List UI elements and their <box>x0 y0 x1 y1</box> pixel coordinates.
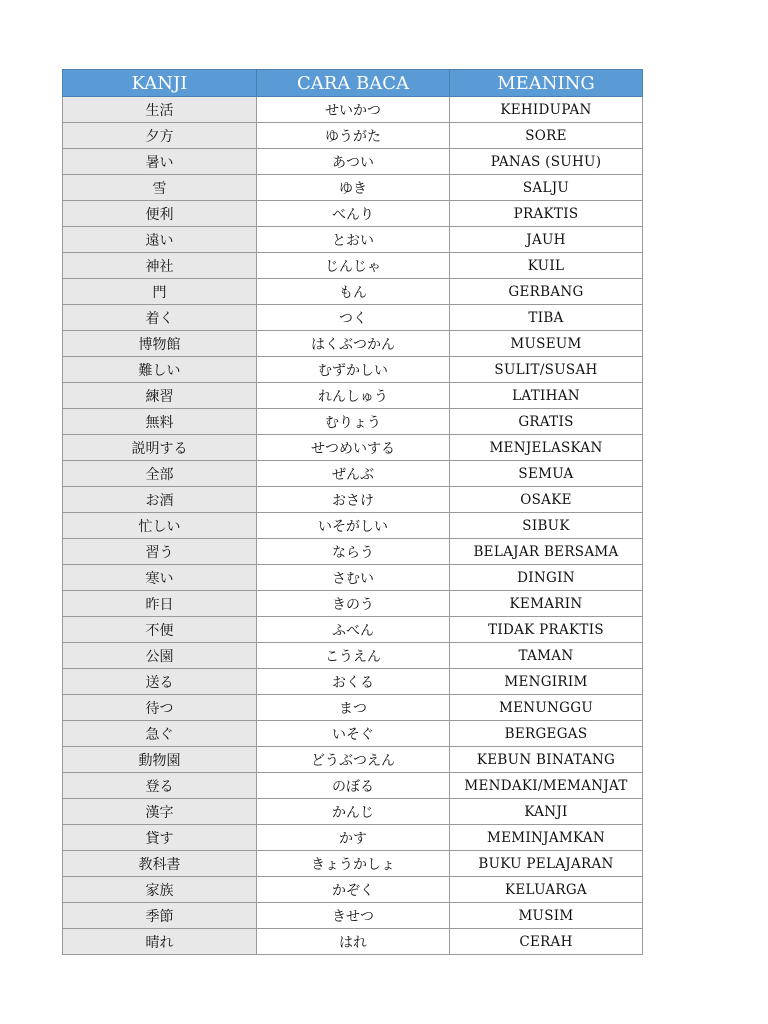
meaning-cell: KANJI <box>450 799 643 825</box>
kanji-cell: 夕方 <box>63 123 257 149</box>
meaning-cell: TAMAN <box>450 643 643 669</box>
table-row <box>63 123 643 149</box>
kanji-cell: 寒い <box>63 565 257 591</box>
meaning-cell: BERGEGAS <box>450 721 643 747</box>
kana-cell: れんしゅう <box>257 383 450 409</box>
kanji-cell: 忙しい <box>63 513 257 539</box>
kana-cell: ゆき <box>257 175 450 201</box>
table-row <box>63 565 643 591</box>
vocabulary-table <box>62 69 643 955</box>
kanji-cell: 登る <box>63 773 257 799</box>
meaning-cell: CERAH <box>450 929 643 955</box>
kanji-cell: 家族 <box>63 877 257 903</box>
table-row <box>63 617 643 643</box>
meaning-cell: TIBA <box>450 305 643 331</box>
kanji-cell: 不便 <box>63 617 257 643</box>
kana-cell: いそぐ <box>257 721 450 747</box>
kanji-cell: 便利 <box>63 201 257 227</box>
meaning-cell: BUKU PELAJARAN <box>450 851 643 877</box>
table-row <box>63 773 643 799</box>
meaning-cell: SIBUK <box>450 513 643 539</box>
table-header <box>63 70 643 97</box>
table-row <box>63 409 643 435</box>
kana-cell: かんじ <box>257 799 450 825</box>
kana-cell: のぼる <box>257 773 450 799</box>
kanji-cell: 練習 <box>63 383 257 409</box>
kana-cell: べんり <box>257 201 450 227</box>
kana-cell: あつい <box>257 149 450 175</box>
table-row <box>63 357 643 383</box>
meaning-cell: DINGIN <box>450 565 643 591</box>
kana-cell: つく <box>257 305 450 331</box>
kana-cell: きのう <box>257 591 450 617</box>
kanji-cell: 教科書 <box>63 851 257 877</box>
table-row <box>63 695 643 721</box>
table-row <box>63 175 643 201</box>
meaning-cell: MUSEUM <box>450 331 643 357</box>
kana-cell: さむい <box>257 565 450 591</box>
meaning-cell: PRAKTIS <box>450 201 643 227</box>
table-row <box>63 929 643 955</box>
table-row <box>63 253 643 279</box>
kanji-cell: 晴れ <box>63 929 257 955</box>
kana-cell: ゆうがた <box>257 123 450 149</box>
table-row <box>63 903 643 929</box>
kanji-cell: 難しい <box>63 357 257 383</box>
kanji-cell: 着く <box>63 305 257 331</box>
kana-cell: かぞく <box>257 877 450 903</box>
kana-cell: どうぶつえん <box>257 747 450 773</box>
kanji-cell: 公園 <box>63 643 257 669</box>
kanji-cell: 無料 <box>63 409 257 435</box>
table-row <box>63 799 643 825</box>
meaning-cell: GERBANG <box>450 279 643 305</box>
meaning-cell: GRATIS <box>450 409 643 435</box>
meaning-cell: TIDAK PRAKTIS <box>450 617 643 643</box>
kana-cell: ならう <box>257 539 450 565</box>
kanji-cell: 昨日 <box>63 591 257 617</box>
meaning-cell: KUIL <box>450 253 643 279</box>
kanji-cell: 博物館 <box>63 331 257 357</box>
meaning-cell: SEMUA <box>450 461 643 487</box>
kana-cell: むりょう <box>257 409 450 435</box>
meaning-cell: MEMINJAMKAN <box>450 825 643 851</box>
header-kanji: KANJI <box>63 70 257 97</box>
kanji-cell: 習う <box>63 539 257 565</box>
table-row <box>63 97 643 123</box>
meaning-cell: SALJU <box>450 175 643 201</box>
table-row <box>63 149 643 175</box>
table-row <box>63 201 643 227</box>
meaning-cell: KEHIDUPAN <box>450 97 643 123</box>
kana-cell: ぜんぶ <box>257 461 450 487</box>
kana-cell: せいかつ <box>257 97 450 123</box>
table-row <box>63 279 643 305</box>
kanji-cell: 季節 <box>63 903 257 929</box>
kanji-cell: 漢字 <box>63 799 257 825</box>
table-row <box>63 851 643 877</box>
table-row <box>63 487 643 513</box>
kana-cell: こうえん <box>257 643 450 669</box>
kana-cell: はれ <box>257 929 450 955</box>
kanji-cell: 動物園 <box>63 747 257 773</box>
table-row <box>63 513 643 539</box>
kanji-cell: 遠い <box>63 227 257 253</box>
meaning-cell: MENUNGGU <box>450 695 643 721</box>
meaning-cell: MENGIRIM <box>450 669 643 695</box>
kana-cell: もん <box>257 279 450 305</box>
table-row <box>63 227 643 253</box>
table-row <box>63 721 643 747</box>
kana-cell: おさけ <box>257 487 450 513</box>
kana-cell: はくぶつかん <box>257 331 450 357</box>
kanji-cell: 門 <box>63 279 257 305</box>
table-row <box>63 305 643 331</box>
table-row <box>63 435 643 461</box>
kanji-cell: 待つ <box>63 695 257 721</box>
kana-cell: とおい <box>257 227 450 253</box>
table-row <box>63 643 643 669</box>
table-row <box>63 591 643 617</box>
header-row <box>63 70 643 97</box>
kana-cell: いそがしい <box>257 513 450 539</box>
kana-cell: おくる <box>257 669 450 695</box>
meaning-cell: JAUH <box>450 227 643 253</box>
kana-cell: むずかしい <box>257 357 450 383</box>
kana-cell: きょうかしょ <box>257 851 450 877</box>
header-meaning: MEANING <box>450 70 643 97</box>
kana-cell: じんじゃ <box>257 253 450 279</box>
kanji-cell: 説明する <box>63 435 257 461</box>
kanji-cell: お酒 <box>63 487 257 513</box>
table-body <box>63 97 643 955</box>
table-row <box>63 331 643 357</box>
meaning-cell: KELUARGA <box>450 877 643 903</box>
meaning-cell: KEMARIN <box>450 591 643 617</box>
kana-cell: ふべん <box>257 617 450 643</box>
table-row <box>63 383 643 409</box>
table-row <box>63 877 643 903</box>
kana-cell: せつめいする <box>257 435 450 461</box>
kanji-cell: 神社 <box>63 253 257 279</box>
kanji-cell: 送る <box>63 669 257 695</box>
meaning-cell: KEBUN BINATANG <box>450 747 643 773</box>
table-row <box>63 669 643 695</box>
header-cara-baca: CARA BACA <box>257 70 450 97</box>
kanji-cell: 雪 <box>63 175 257 201</box>
meaning-cell: MUSIM <box>450 903 643 929</box>
kanji-cell: 暑い <box>63 149 257 175</box>
kana-cell: まつ <box>257 695 450 721</box>
meaning-cell: PANAS (SUHU) <box>450 149 643 175</box>
table-row <box>63 539 643 565</box>
kana-cell: きせつ <box>257 903 450 929</box>
kanji-cell: 貸す <box>63 825 257 851</box>
meaning-cell: SULIT/SUSAH <box>450 357 643 383</box>
table-row <box>63 461 643 487</box>
meaning-cell: BELAJAR BERSAMA <box>450 539 643 565</box>
meaning-cell: MENDAKI/MEMANJAT <box>450 773 643 799</box>
kanji-cell: 生活 <box>63 97 257 123</box>
meaning-cell: MENJELASKAN <box>450 435 643 461</box>
meaning-cell: LATIHAN <box>450 383 643 409</box>
kana-cell: かす <box>257 825 450 851</box>
table-row <box>63 747 643 773</box>
table-row <box>63 825 643 851</box>
kanji-cell: 全部 <box>63 461 257 487</box>
kanji-cell: 急ぐ <box>63 721 257 747</box>
meaning-cell: OSAKE <box>450 487 643 513</box>
meaning-cell: SORE <box>450 123 643 149</box>
